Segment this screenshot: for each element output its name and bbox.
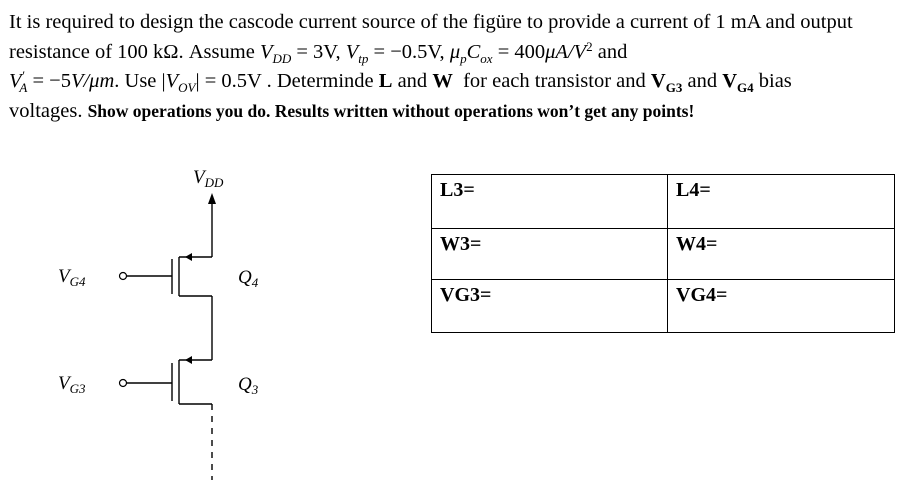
vov-symbol: V (165, 70, 179, 92)
cell-label: VG3= (440, 284, 492, 306)
vdd-subscript: DD (272, 50, 292, 66)
problem-line-1 (9, 8, 909, 38)
vtp-subscript: tp (358, 50, 369, 66)
unit-text: μA/V (545, 40, 587, 63)
vg4-label: $V_{G4}$ (58, 266, 86, 289)
mu-subscript: p (460, 50, 467, 66)
problem-text: and (392, 70, 433, 92)
bold-L: L (378, 70, 393, 92)
va-subscript: A (19, 80, 28, 95)
answer-cell-vg4[interactable] (668, 280, 895, 333)
answer-cell-l3[interactable] (432, 175, 668, 229)
bold-W: W (432, 70, 453, 92)
problem-text: bias (753, 70, 792, 92)
answer-cell-w3[interactable] (432, 229, 668, 280)
problem-line-3 (9, 67, 909, 97)
vov-subscript: OV (178, 80, 196, 95)
problem-text: and (592, 40, 628, 63)
cell-label: W3= (440, 233, 482, 255)
prime-mark: ′ (21, 68, 25, 83)
mu-symbol: μ (449, 40, 461, 63)
q4-label: $Q_4$ (238, 267, 259, 290)
transistor-q4 (126, 240, 212, 360)
cox-subscript: ox (480, 50, 493, 66)
superscript: 2 (586, 38, 593, 54)
answer-cell-w4[interactable] (668, 229, 895, 280)
problem-text: = −0.5V, (368, 40, 450, 63)
instruction-text: Show operations you do. Results written without operations won’t get any points! (87, 100, 695, 121)
problem-text: = 400 (492, 40, 546, 63)
problem-line-2 (9, 38, 909, 68)
problem-text: resistance of 100 kΩ. Assume (9, 40, 260, 63)
cell-label: L3= (440, 179, 475, 201)
vdd-symbol: V (259, 40, 273, 63)
vg3-terminal (120, 380, 127, 387)
answer-table (431, 174, 895, 333)
answer-cell-l4[interactable] (668, 175, 895, 229)
va-symbol: V (9, 70, 22, 92)
vtp-symbol: V (345, 40, 359, 63)
table-row (432, 175, 895, 229)
problem-line-4 (9, 97, 909, 127)
vg3-subscript: G3 (665, 80, 683, 95)
cell-label: W4= (676, 233, 718, 255)
problem-text: voltages. (9, 99, 88, 122)
q3-arrow-icon (185, 356, 192, 364)
vdd-arrow-icon (208, 193, 216, 204)
problem-text: = 3V, (291, 40, 346, 63)
vg4-subscript: G4 (737, 80, 754, 95)
transistor-q3 (126, 356, 212, 480)
problem-text: for each transistor and (452, 70, 651, 92)
answer-cell-vg3[interactable] (432, 280, 668, 333)
cell-label: L4= (676, 179, 711, 201)
q3-label: $Q_3$ (238, 374, 259, 397)
problem-statement (9, 8, 909, 126)
cascode-circuit-diagram (0, 160, 320, 487)
vdd-label: $V_{DD}$ (193, 167, 224, 190)
unit-text: V/μm (70, 70, 115, 92)
vg3-label: $V_{G3}$ (58, 373, 86, 396)
q4-arrow-icon (185, 253, 192, 261)
vg4-terminal (120, 273, 127, 280)
cox-symbol: C (466, 40, 481, 63)
bold-vg4: V (722, 70, 738, 92)
problem-text: . Use | (114, 70, 166, 92)
problem-text: and (682, 70, 723, 92)
problem-text: It is required to design the cascode current source of the figüre to provide a current of 1 mA and output (9, 11, 853, 33)
table-row (432, 229, 895, 280)
bold-vg3: V (650, 70, 666, 92)
problem-text: = −5 (27, 70, 71, 92)
cell-label: VG4= (676, 284, 728, 306)
problem-text: | = 0.5V . Determinde (195, 70, 379, 92)
table-row (432, 280, 895, 333)
